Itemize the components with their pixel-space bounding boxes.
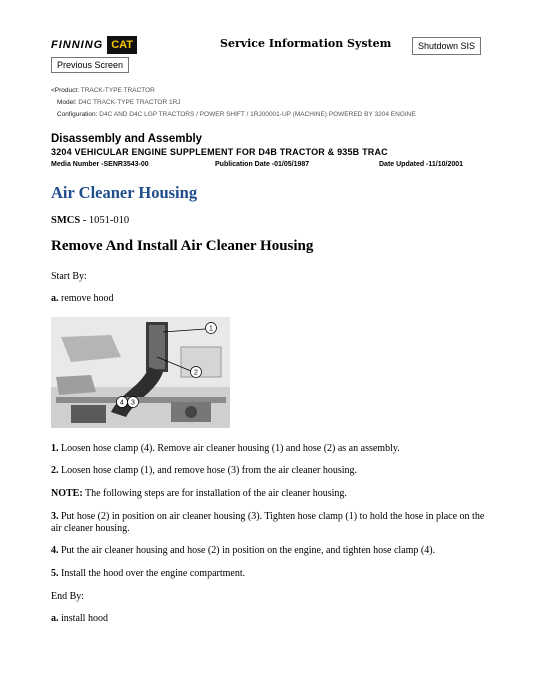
step-1	[51, 443, 491, 455]
note-label: NOTE:	[51, 488, 83, 499]
shutdown-sis-button[interactable]: Shutdown SIS	[412, 37, 481, 55]
model-line	[57, 99, 181, 106]
end-by-item	[51, 613, 491, 625]
note	[51, 488, 491, 500]
back-arrow-icon[interactable]: <	[51, 87, 55, 94]
system-title: Service Information System	[220, 37, 392, 50]
section-heading: Disassembly and Assembly	[51, 133, 203, 145]
section-subheading: 3204 VEHICULAR ENGINE SUPPLEMENT FOR D4B TRACTOR & 935B TRAC	[51, 147, 388, 157]
step-number: 2.	[51, 465, 59, 476]
step-number: 1.	[51, 443, 59, 454]
step-3	[51, 511, 491, 534]
logo-cat-badge: CAT	[107, 36, 137, 54]
air-cleaner-illustration	[51, 317, 230, 428]
step-number: 4.	[51, 545, 59, 556]
model-label: Model:	[57, 99, 77, 106]
callout-1: 1	[209, 325, 213, 333]
callout-2: 2	[194, 369, 198, 377]
start-by-label: Start By:	[51, 271, 87, 282]
end-item-text: install hood	[61, 613, 108, 624]
date-updated: Date Updated -11/10/2001	[379, 161, 464, 168]
step-number: 3.	[51, 511, 59, 522]
page-title: Air Cleaner Housing	[51, 183, 198, 202]
product-value: TRACK-TYPE TRACTOR	[80, 87, 155, 94]
previous-screen-button[interactable]: Previous Screen	[51, 57, 129, 73]
start-item-label: a.	[51, 293, 59, 304]
model-value: D4C TRACK-TYPE TRACTOR 1RJ	[78, 99, 181, 106]
step-text: Put the air cleaner housing and hose (2) in position on the engine, and tighten hose clamp (4).	[61, 545, 436, 556]
callout-4: 4	[120, 399, 124, 407]
step-text: Loosen hose clamp (4). Remove air cleaner housing (1) and hose (2) as an assembly.	[61, 443, 400, 454]
step-5	[51, 568, 491, 580]
configuration-label: Configuration:	[57, 111, 98, 118]
note-text: The following steps are for installation of the air cleaner housing.	[85, 488, 347, 499]
end-item-label: a.	[51, 613, 59, 624]
step-text: Install the hood over the engine compartment.	[61, 568, 246, 579]
smcs-label: SMCS -	[51, 215, 87, 226]
media-number: Media Number -SENR3543-00	[51, 161, 149, 168]
finning-cat-logo	[51, 34, 137, 56]
smcs-value: 1051-010	[88, 215, 130, 226]
smcs-code	[51, 215, 129, 226]
step-text: Put hose (2) in position on air cleaner housing (3). Tighten hose clamp (1) to hold the hose in place on the air cleaner housing.	[51, 511, 485, 534]
step-2	[51, 465, 491, 477]
callout-3: 3	[131, 399, 135, 407]
step-number: 5.	[51, 568, 59, 579]
configuration-line	[57, 111, 416, 118]
start-item-text: remove hood	[61, 293, 114, 304]
configuration-value: D4C AND D4C LGP TRACTORS / POWER SHIFT / 1RJ00001-UP (MACHINE) POWERED BY 3204 ENGINE	[99, 111, 416, 118]
step-text: Loosen hose clamp (1), and remove hose (3) from the air cleaner housing.	[61, 465, 358, 476]
end-by-label: End By:	[51, 591, 85, 602]
step-4	[51, 545, 491, 557]
logo-finning-text: FINNING	[51, 39, 104, 51]
start-by-item	[51, 293, 491, 305]
publication-date: Publication Date -01/05/1987	[215, 161, 310, 168]
product-line	[51, 87, 155, 94]
product-label: Product:	[54, 87, 80, 94]
procedure-title: Remove And Install Air Cleaner Housing	[51, 238, 314, 254]
